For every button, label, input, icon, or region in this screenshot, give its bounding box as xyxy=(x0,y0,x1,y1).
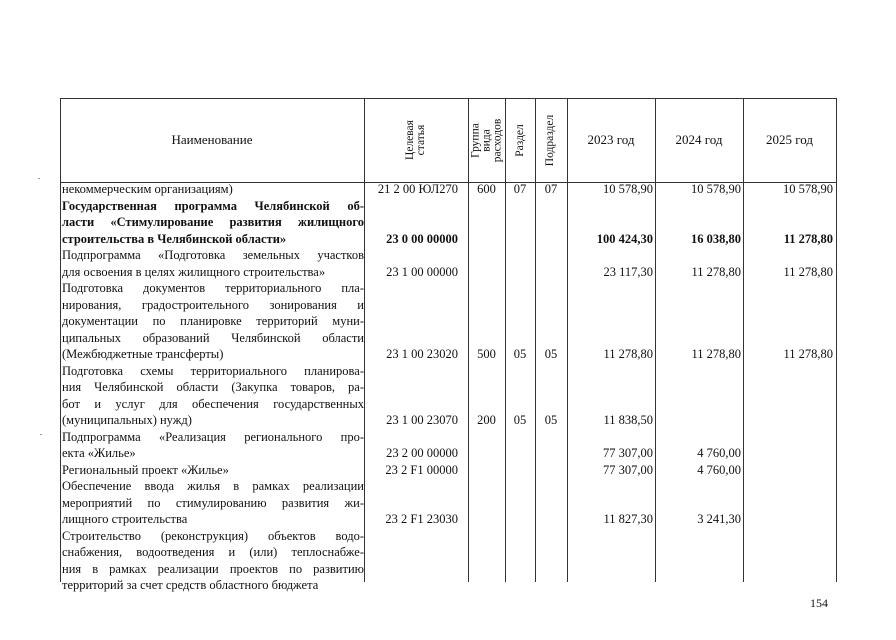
cell-2023: 77 307,00 xyxy=(603,446,653,460)
header-target-article: Целевая статья xyxy=(404,120,427,160)
table-row xyxy=(60,198,836,248)
cell-name xyxy=(62,429,364,462)
col-border xyxy=(836,98,837,582)
cell-name-line: нирования, градостроительного зонирования и xyxy=(62,297,364,312)
cell-target-article: 23 1 00 23020 xyxy=(386,347,458,361)
cell-2023: 11 838,50 xyxy=(603,413,653,427)
cell-subsection: 07 xyxy=(544,182,558,196)
cell-2023: 10 578,90 xyxy=(603,182,653,196)
cell-name-line: бот и услуг для обеспечения государственных xyxy=(62,396,364,411)
cell-target-article: 23 1 00 00000 xyxy=(386,264,458,279)
cell-expense-group: 600 xyxy=(477,182,496,196)
cell-name xyxy=(62,280,364,363)
table-row xyxy=(60,181,836,198)
cell-name-line: Подпрограмма «Реализация регионального про- xyxy=(62,429,364,444)
cell-name-line: Государственная программа Челябинской об- xyxy=(62,198,364,213)
cell-2025: 11 278,80 xyxy=(783,347,833,361)
table-row xyxy=(60,247,836,280)
cell-2023: 11 827,30 xyxy=(603,512,653,526)
cell-2024: 4 760,00 xyxy=(697,462,741,477)
header-2024: 2024 год xyxy=(675,132,723,147)
cell-section: 05 xyxy=(513,347,527,361)
cell-name-line: некоммерческим организациям) xyxy=(62,182,233,196)
cell-name xyxy=(62,528,364,594)
cell-2024: 10 578,90 xyxy=(691,182,741,196)
cell-2024: 4 760,00 xyxy=(697,446,741,460)
cell-name xyxy=(62,181,364,198)
scan-speck xyxy=(40,434,42,435)
cell-2023: 11 278,80 xyxy=(603,347,653,361)
table-row xyxy=(60,528,836,594)
cell-target-article: 23 2 00 00000 xyxy=(386,446,458,460)
cell-name-line: ния Челябинской области (Закупка товаров, ра- xyxy=(62,380,364,394)
scan-speck xyxy=(38,178,40,179)
cell-2025: 11 278,80 xyxy=(783,231,833,246)
cell-2024: 3 241,30 xyxy=(697,512,741,526)
cell-name-line: (Межбюджетные трансферты) xyxy=(62,347,224,361)
cell-2025: 11 278,80 xyxy=(783,264,833,279)
header-2023: 2023 год xyxy=(587,132,635,147)
cell-name-line: снабжения, водоотведения и (или) теплоснабже- xyxy=(62,545,364,559)
cell-target-article: 23 1 00 23070 xyxy=(386,413,458,427)
cell-target-article: 23 0 00 00000 xyxy=(386,231,458,246)
cell-name xyxy=(62,478,364,528)
cell-name-line: строительства в Челябинской области» xyxy=(62,231,287,246)
cell-name-line: документации по планировке территорий муни- xyxy=(62,314,364,328)
table-row xyxy=(60,363,836,429)
header-subsection: Подраздел xyxy=(544,114,557,166)
page-number: 154 xyxy=(810,596,828,610)
cell-name-line: Подготовка схемы территориального планирова- xyxy=(62,363,364,378)
cell-target-article: 21 2 00 ЮЛ270 xyxy=(377,182,458,196)
cell-name-line: ципальных образований Челябинской области xyxy=(62,330,364,345)
header-expense-group: Группа вида расходов xyxy=(469,118,503,162)
cell-name xyxy=(62,363,364,429)
cell-name-line: Обеспечение ввода жилья в рамках реализации xyxy=(62,479,364,493)
cell-name-line: екта «Жилье» xyxy=(62,446,136,460)
cell-name-line: для освоения в целях жилищного строительства» xyxy=(62,264,326,279)
cell-name xyxy=(62,462,364,479)
cell-name-line: лищного строительства xyxy=(62,512,188,526)
cell-name-line: территорий за счет средств областного бюджета xyxy=(62,578,319,592)
cell-name-line: Региональный проект «Жилье» xyxy=(62,462,229,477)
cell-name-line: Строительство (реконструкция) объектов водо- xyxy=(62,528,364,543)
cell-2025: 10 578,90 xyxy=(783,182,833,196)
cell-target-article: 23 2 F1 00000 xyxy=(385,462,458,477)
table-row xyxy=(60,280,836,363)
cell-2024: 11 278,80 xyxy=(691,347,741,361)
cell-subsection: 05 xyxy=(544,347,558,361)
cell-2023: 100 424,30 xyxy=(596,231,653,246)
cell-name-line: Подпрограмма «Подготовка земельных участков xyxy=(62,248,364,262)
cell-name-line: (муниципальных) нужд) xyxy=(62,413,192,427)
cell-expense-group: 500 xyxy=(477,347,496,361)
cell-2023: 23 117,30 xyxy=(603,264,653,279)
header-2025: 2025 год xyxy=(766,132,813,147)
cell-name-line: мероприятий по стимулированию развития жи- xyxy=(62,495,364,510)
cell-name-line: ласти «Стимулирование развития жилищного xyxy=(62,215,364,229)
cell-name xyxy=(62,247,364,280)
table-row xyxy=(60,462,836,479)
cell-2024: 11 278,80 xyxy=(691,264,741,279)
cell-subsection: 05 xyxy=(544,413,558,427)
cell-expense-group: 200 xyxy=(477,413,496,427)
cell-name-line: Подготовка документов территориального пла- xyxy=(62,281,364,295)
cell-name-line: ния в рамках реализации проектов по развитию xyxy=(62,561,364,576)
header-name: Наименование xyxy=(171,132,253,147)
header-section: Раздел xyxy=(513,123,526,157)
cell-section: 07 xyxy=(513,182,527,196)
cell-target-article: 23 2 F1 23030 xyxy=(385,512,458,526)
cell-name xyxy=(62,198,364,248)
cell-2023: 77 307,00 xyxy=(603,462,653,477)
table-row xyxy=(60,429,836,462)
table-row xyxy=(60,478,836,528)
cell-section: 05 xyxy=(513,413,527,427)
cell-2024: 16 038,80 xyxy=(691,231,741,246)
